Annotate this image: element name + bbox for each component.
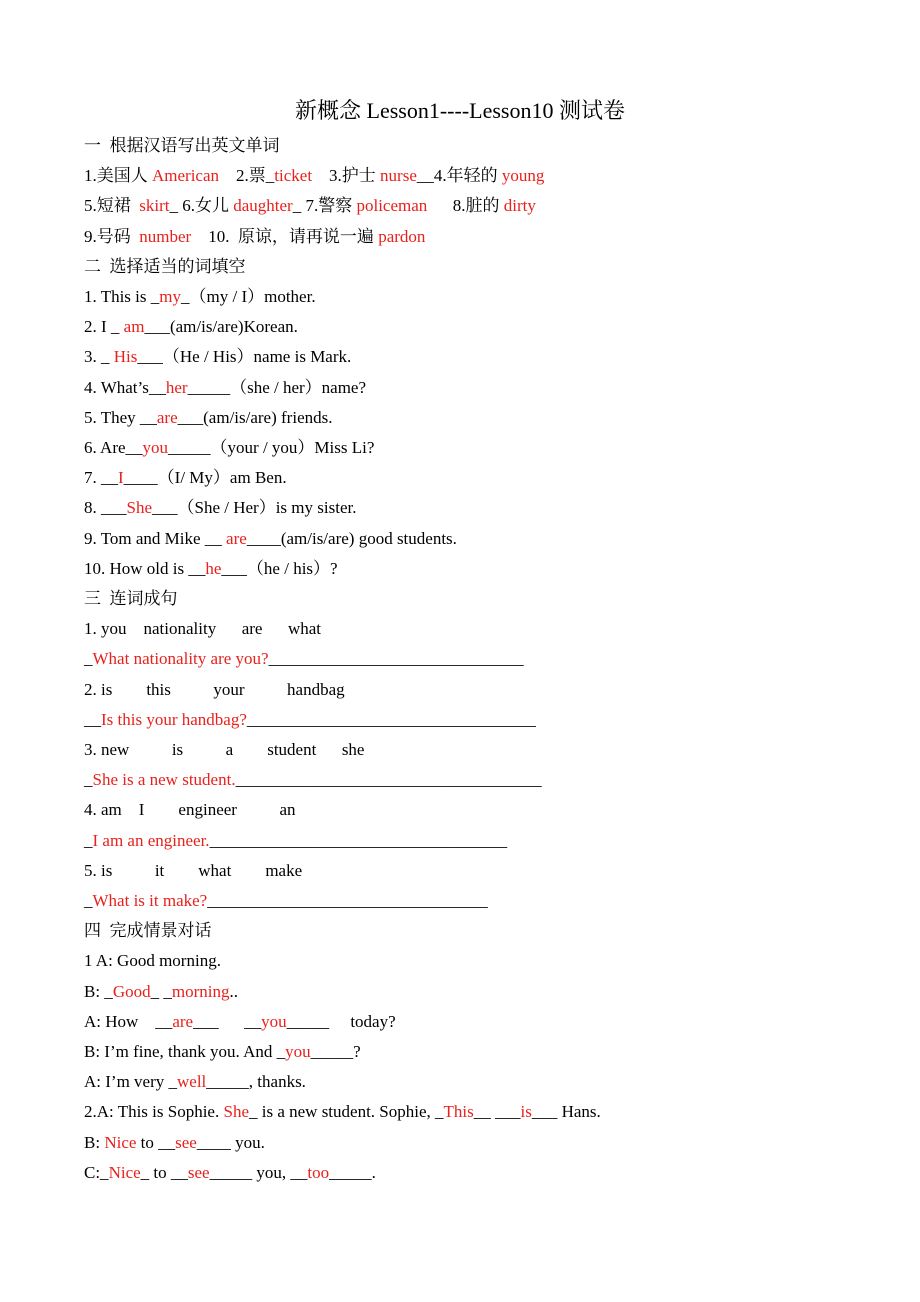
text-line xyxy=(84,799,296,821)
answer-text: dirty xyxy=(503,196,536,216)
text-line xyxy=(84,588,178,610)
question-text: 1 A: Good morning. xyxy=(84,951,221,971)
question-text: _ xyxy=(84,830,93,850)
question-text: ___(am/is/are) friends. xyxy=(177,407,333,427)
text-line xyxy=(84,1162,376,1184)
question-text: ____（I/ My）am Ben. xyxy=(123,468,287,488)
answer-text: are xyxy=(226,528,247,548)
answer-text: What is it make? xyxy=(92,891,208,910)
text-line xyxy=(84,618,321,640)
answer-text: American xyxy=(152,166,220,186)
question-text: _ to __ xyxy=(140,1162,188,1182)
question-text: _________________________________ xyxy=(207,891,488,910)
question-text: 四 完成情景对话 xyxy=(84,921,212,941)
question-text: __ xyxy=(84,709,101,729)
question-text: _ 7.警察 xyxy=(292,196,357,216)
question-text: _____, thanks. xyxy=(206,1072,306,1092)
answer-text: policeman xyxy=(356,196,428,216)
question-text: 9. Tom and Mike __ xyxy=(84,528,227,548)
answer-text: you xyxy=(142,438,169,457)
question-text: 1. This is _ xyxy=(84,287,160,306)
question-text: _____? xyxy=(310,1042,361,1061)
question-text: 5. is it what make xyxy=(84,860,303,880)
question-text: ___ __ xyxy=(193,1011,262,1031)
text-line xyxy=(84,497,356,519)
text-line xyxy=(84,860,302,882)
question-text: A: How __ xyxy=(84,1011,173,1031)
question-text: ______________________________ xyxy=(268,649,524,669)
text-line xyxy=(84,558,338,580)
answer-text: daughter xyxy=(233,196,293,216)
text-line xyxy=(84,135,280,157)
question-text: ___（He / His）name is Mark. xyxy=(137,347,352,367)
answer-text: Nice xyxy=(108,1162,141,1182)
text-line xyxy=(84,981,238,1003)
question-text: _____. xyxy=(329,1162,376,1182)
question-text: 9.号码 xyxy=(84,226,140,246)
question-text: 2. is this your handbag xyxy=(84,679,345,699)
text-line xyxy=(84,437,374,459)
text-line xyxy=(84,1071,306,1093)
answer-text: my xyxy=(159,287,181,306)
text-line xyxy=(84,1011,396,1033)
answer-text: She xyxy=(223,1102,249,1122)
text-line xyxy=(84,769,542,791)
question-text: 8.脏的 xyxy=(427,196,504,216)
answer-text: see xyxy=(187,1162,210,1182)
question-text: B: xyxy=(84,1132,105,1152)
answer-text: see xyxy=(175,1132,197,1152)
answer-text: her xyxy=(165,377,188,397)
question-text: 4. am I engineer an xyxy=(84,800,296,820)
question-text: ___（he / his）? xyxy=(221,558,338,578)
text-line xyxy=(84,256,246,278)
answer-text: I am an engineer. xyxy=(92,830,210,850)
question-text: _____（your / you）Miss Li? xyxy=(168,438,375,457)
question-text: ____(am/is/are) good students. xyxy=(246,528,457,548)
question-text: 二 选择适当的词填空 xyxy=(84,256,246,276)
text-line xyxy=(84,286,316,308)
answer-text: you xyxy=(285,1042,311,1061)
question-text: __ ___ xyxy=(473,1102,521,1122)
question-text: _ xyxy=(84,891,93,910)
question-text: ___________________________________ xyxy=(209,830,508,850)
text-line xyxy=(84,377,366,399)
question-text: A: I’m very _ xyxy=(84,1072,178,1092)
answer-text: you xyxy=(261,1011,287,1031)
question-text: _ 6.女儿 xyxy=(169,196,234,216)
answer-text: Nice xyxy=(104,1132,137,1152)
text-line xyxy=(84,830,507,852)
question-text: to __ xyxy=(136,1132,176,1152)
answer-text: Is this your handbag? xyxy=(101,709,247,729)
question-text: B: I’m fine, thank you. And _ xyxy=(84,1042,286,1061)
question-text: _ is a new student. Sophie, _ xyxy=(248,1102,444,1122)
question-text: _ xyxy=(84,649,93,669)
question-text: .. xyxy=(229,981,238,1001)
question-text: ___(am/is/are)Korean. xyxy=(144,317,298,337)
question-text: 3. _ xyxy=(84,347,114,367)
text-line xyxy=(84,407,332,429)
answer-text: His xyxy=(113,347,138,367)
text-line xyxy=(84,709,536,731)
text-line xyxy=(84,920,212,942)
question-text: 一 根据汉语写出英文单词 xyxy=(84,136,280,155)
question-text: 5.短裙 xyxy=(84,196,140,216)
answer-text: She is a new student. xyxy=(92,770,236,790)
question-text: _ xyxy=(84,770,93,790)
question-text: ____________________________________ xyxy=(235,770,542,790)
question-text: 2. I _ xyxy=(84,317,124,337)
question-text: 8. ___ xyxy=(84,498,127,518)
answer-text: What nationality are you? xyxy=(92,649,269,669)
question-text: 4. What’s__ xyxy=(84,377,166,397)
page-title: 新概念 Lesson1----Lesson10 测试卷 xyxy=(295,98,625,123)
question-text: 7. __ xyxy=(84,468,118,488)
answer-text: ticket xyxy=(274,166,313,186)
text-line xyxy=(84,316,298,338)
question-text: 1.美国人 xyxy=(84,166,152,186)
question-text: __4.年轻的 xyxy=(416,166,502,186)
text-line xyxy=(84,528,457,550)
answer-text: am xyxy=(123,317,145,337)
answer-text: morning xyxy=(171,981,230,1001)
answer-text: he xyxy=(205,558,222,578)
text-line xyxy=(84,467,287,489)
question-text: _____ you, __ xyxy=(209,1162,308,1182)
question-text: B: _ xyxy=(84,981,113,1001)
answer-text: She xyxy=(126,498,152,518)
question-text: 3. new is a student she xyxy=(84,740,365,759)
text-line xyxy=(84,1132,265,1154)
answer-text: Good xyxy=(112,981,151,1001)
question-text: ___（She / Her）is my sister. xyxy=(152,498,357,518)
answer-text: pardon xyxy=(378,226,426,246)
question-text: 3.护士 xyxy=(312,166,381,186)
question-text: 1. you nationality are what xyxy=(84,619,322,639)
question-text: 5. They __ xyxy=(84,407,157,427)
text-line xyxy=(84,1101,601,1123)
text-line xyxy=(84,165,544,187)
question-text: 6. Are__ xyxy=(84,438,143,457)
text-line xyxy=(84,195,536,217)
question-text: 2.票_ xyxy=(219,166,275,186)
answer-text: nurse xyxy=(380,166,417,186)
question-text: 三 连词成句 xyxy=(84,589,178,608)
answer-text: young xyxy=(501,166,545,186)
question-text: ____ you. xyxy=(196,1132,265,1152)
text-line xyxy=(84,226,425,248)
answer-text: This xyxy=(443,1102,474,1122)
text-line xyxy=(84,739,364,761)
question-text: __________________________________ xyxy=(246,709,536,729)
question-text: _____ today? xyxy=(286,1011,396,1031)
text-line xyxy=(84,1041,361,1063)
text-line xyxy=(84,679,345,701)
text-line xyxy=(84,950,221,972)
question-text: ___ Hans. xyxy=(531,1102,601,1122)
question-text: 10. How old is __ xyxy=(84,558,206,578)
question-text: _____（she / her）name? xyxy=(187,377,367,397)
question-text: C:_ xyxy=(84,1162,109,1182)
question-text: _ _ xyxy=(150,981,172,1001)
answer-text: number xyxy=(139,226,192,246)
answer-text: I xyxy=(118,468,124,488)
answer-text: well xyxy=(177,1072,207,1092)
text-line xyxy=(84,890,488,912)
question-text: _（my / I）mother. xyxy=(181,287,316,306)
question-text: 10. 原谅，请再说一遍 xyxy=(191,226,379,246)
answer-text: are xyxy=(156,407,178,427)
answer-text: skirt xyxy=(139,196,170,216)
answer-text: too xyxy=(307,1162,330,1182)
answer-text: are xyxy=(172,1011,194,1031)
answer-text: is xyxy=(520,1102,532,1122)
question-text: 2.A: This is Sophie. xyxy=(84,1102,224,1122)
text-line xyxy=(84,648,524,670)
text-line xyxy=(84,346,351,368)
